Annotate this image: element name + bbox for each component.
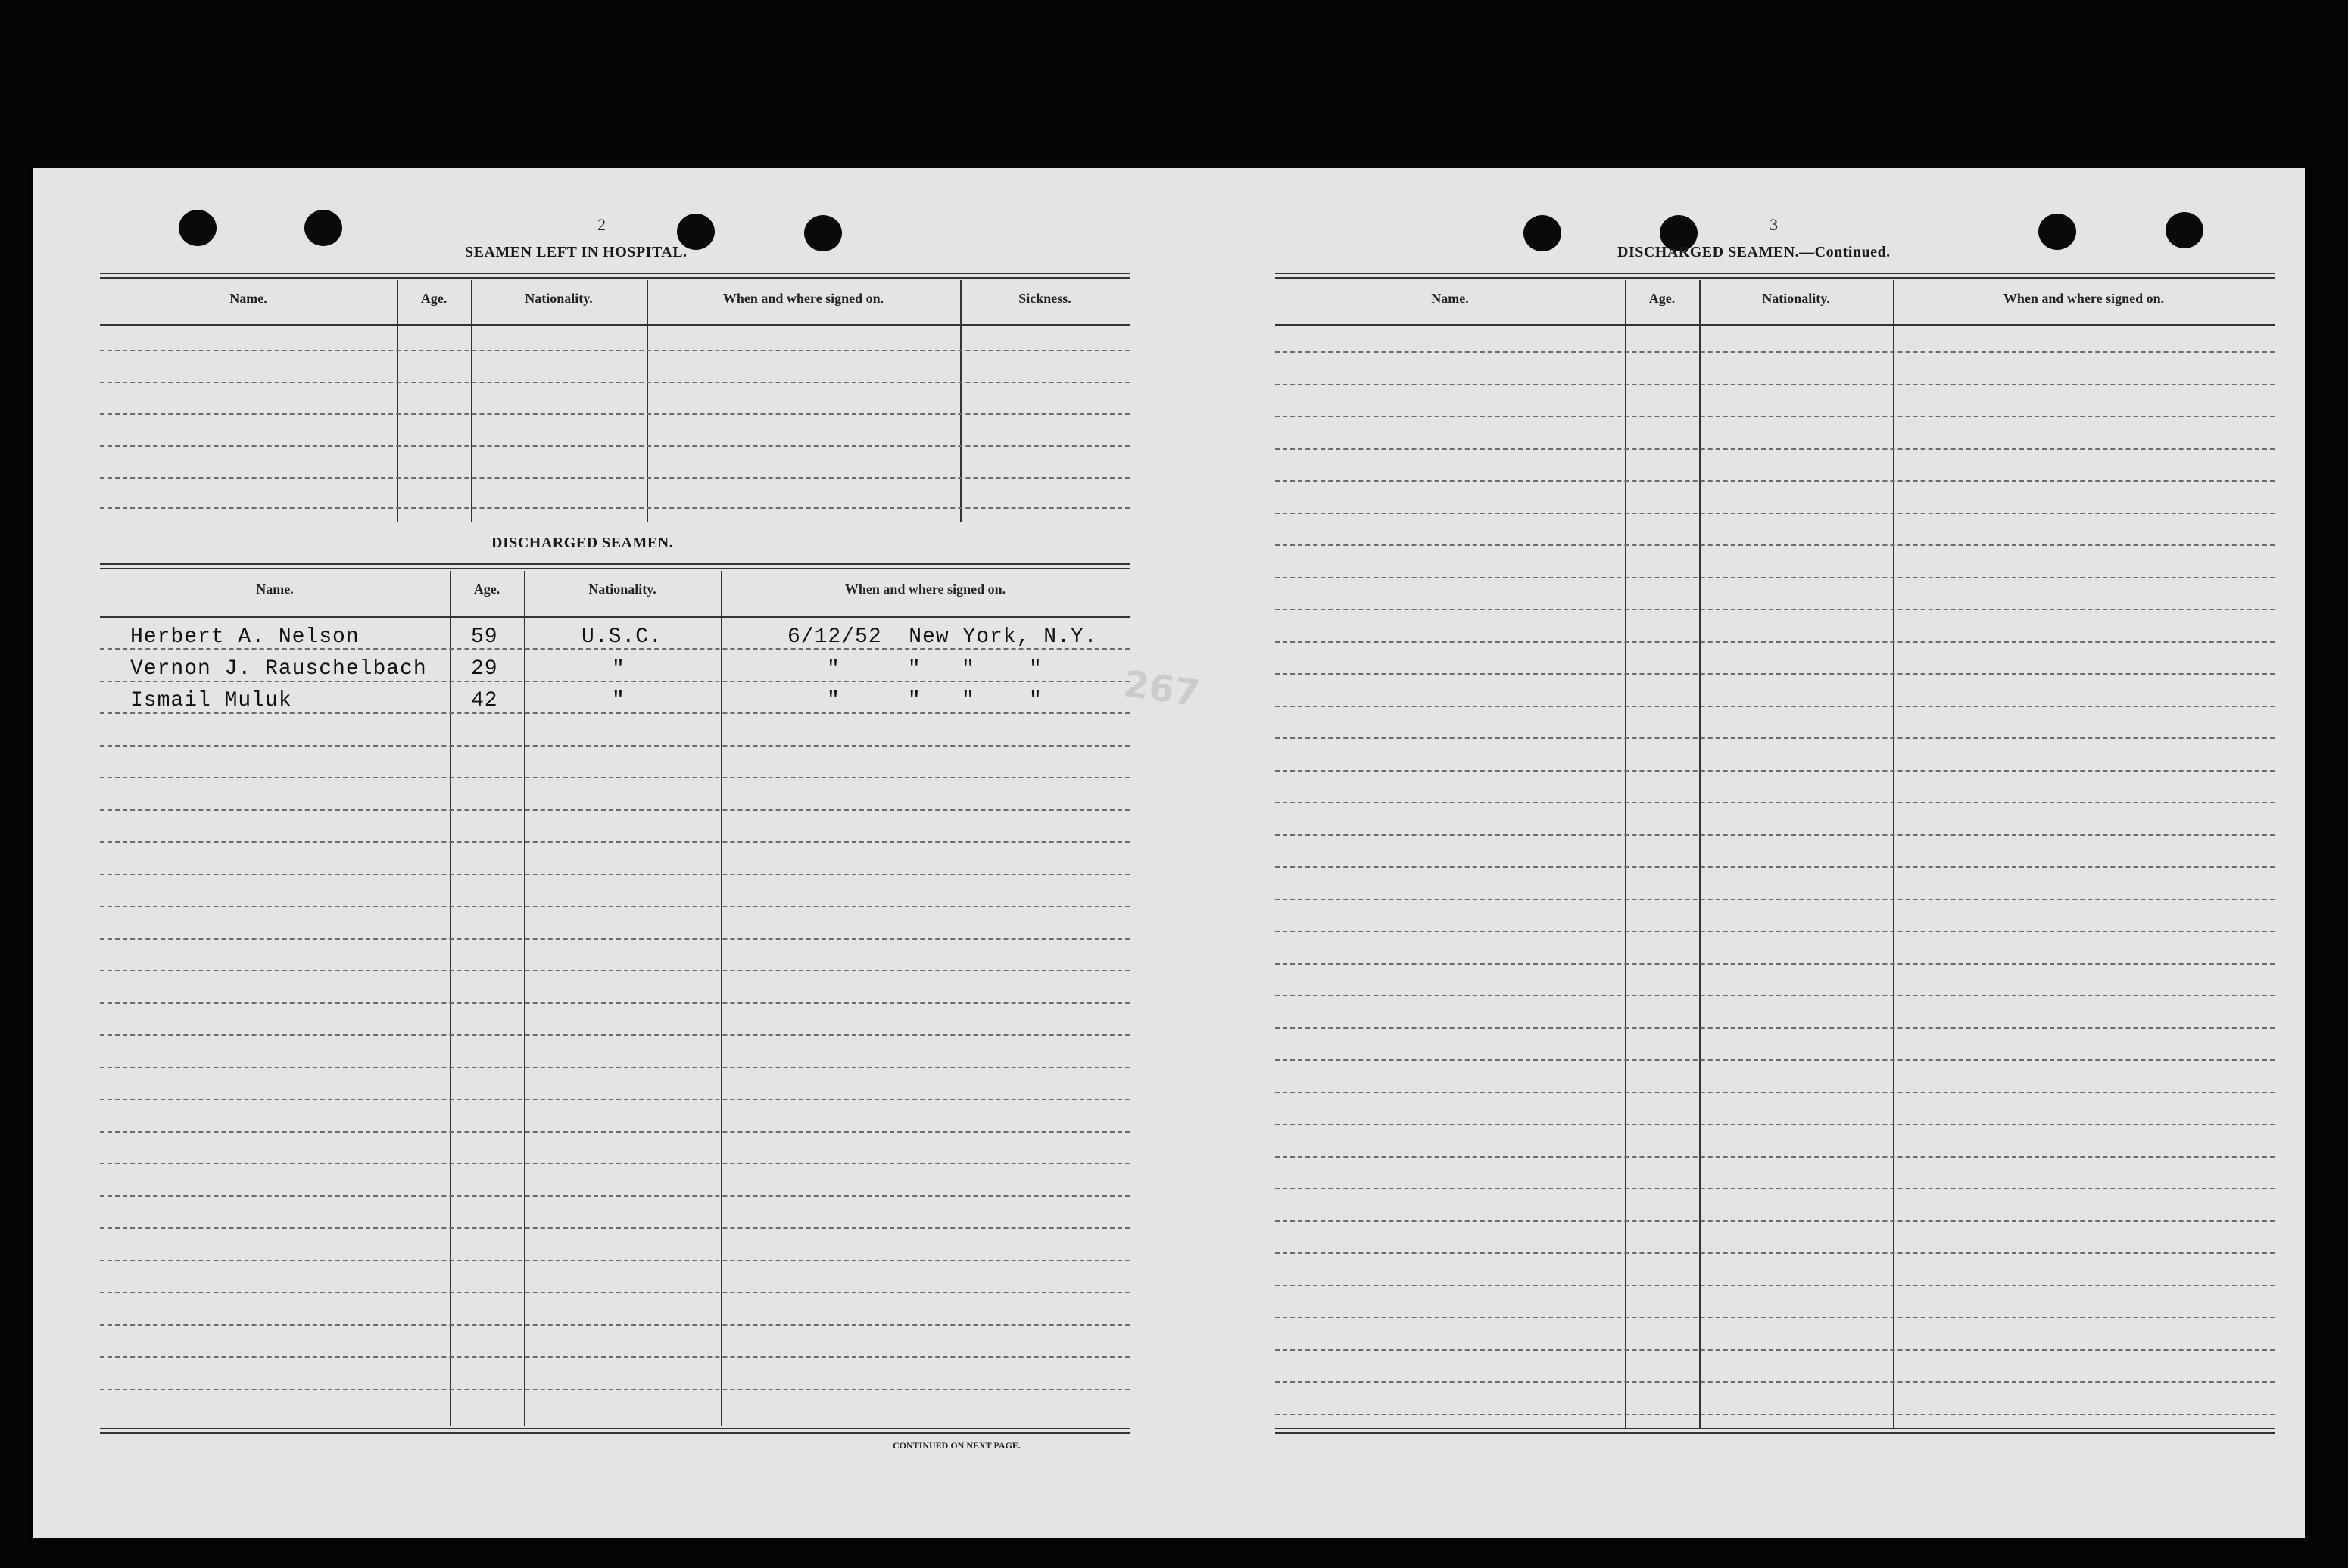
faint-stamp: 267 [1121, 662, 1202, 715]
bottom-rule [1275, 1432, 2275, 1434]
row-line [100, 1163, 1130, 1164]
row-line [100, 445, 1130, 447]
row-line [100, 906, 1130, 907]
col-header-when-where: When and where signed on. [722, 291, 884, 306]
row-line [1275, 1092, 2275, 1093]
row-line [1275, 1285, 2275, 1286]
continued-note: CONTINUED ON NEXT PAGE. [893, 1440, 1021, 1451]
row-lines [1275, 280, 2275, 1428]
row-line [100, 1227, 1130, 1229]
right-page [1169, 168, 2305, 1538]
hospital-table [100, 280, 1130, 522]
col-header-name: Name. [256, 581, 294, 597]
page-number: 2 [597, 215, 606, 234]
col-header-name: Name. [1431, 291, 1469, 306]
double-rule [1275, 273, 2275, 279]
row-line [100, 1260, 1130, 1261]
col-header-age: Age. [420, 291, 447, 306]
row-line [100, 477, 1130, 479]
row-line [1275, 834, 2275, 836]
seaman-signed-on: " " " " [827, 689, 1043, 712]
row-line [100, 712, 1130, 714]
row-line [1275, 609, 2275, 610]
document-sheet [33, 168, 2305, 1538]
bottom-rule [1275, 1428, 2275, 1429]
seaman-age: 29 [471, 657, 498, 681]
row-line [1275, 351, 2275, 353]
double-rule [100, 563, 1130, 569]
col-header-name: Name. [229, 291, 267, 306]
row-line [1275, 1188, 2275, 1189]
seaman-age: 42 [471, 689, 498, 712]
row-line [1275, 866, 2275, 868]
row-line [1275, 1220, 2275, 1222]
seaman-nationality: " [612, 689, 625, 712]
row-line [100, 970, 1130, 971]
hospital-section-title: SEAMEN LEFT IN HOSPITAL. [465, 244, 688, 260]
row-line [1275, 1027, 2275, 1029]
seaman-name: Herbert A. Nelson [130, 625, 360, 649]
bottom-rule [100, 1428, 1130, 1429]
page-number: 3 [1770, 215, 1778, 234]
row-line [1275, 384, 2275, 385]
title-continued: —Continued. [1799, 244, 1891, 260]
row-line [1275, 1349, 2275, 1351]
col-header-age: Age. [473, 581, 500, 597]
row-line [100, 1099, 1130, 1100]
row-line [1275, 544, 2275, 546]
row-line [100, 1067, 1130, 1068]
row-line [1275, 737, 2275, 739]
discharged-continued-title [1617, 244, 1891, 261]
row-line [100, 1195, 1130, 1197]
col-divider [471, 280, 472, 522]
col-header-sickness: Sickness. [1018, 291, 1071, 306]
row-line [100, 1002, 1130, 1004]
row-line [1275, 931, 2275, 932]
discharged-continued-table [1275, 280, 2275, 1428]
row-line [1275, 577, 2275, 578]
row-line [100, 841, 1130, 843]
header-underline [100, 324, 1130, 326]
row-line [100, 1034, 1130, 1036]
row-line [1275, 641, 2275, 643]
row-line [1275, 1317, 2275, 1318]
row-line [1275, 1124, 2275, 1125]
seaman-nationality: U.S.C. [582, 625, 663, 649]
row-line [100, 809, 1130, 811]
row-line [100, 507, 1130, 509]
row-line [100, 350, 1130, 351]
seaman-age: 59 [471, 625, 498, 649]
seaman-nationality: " [612, 657, 625, 681]
seaman-signed-on: " " " " [827, 657, 1043, 681]
row-line [100, 1292, 1130, 1293]
row-line [1275, 770, 2275, 772]
row-line [1275, 995, 2275, 996]
col-header-age: Age. [1648, 291, 1676, 306]
left-page [33, 168, 1202, 1538]
row-line [1275, 480, 2275, 482]
row-line [1275, 1381, 2275, 1383]
col-divider [960, 280, 962, 522]
row-line [1275, 1414, 2275, 1415]
row-line [1275, 673, 2275, 675]
col-divider [397, 280, 398, 522]
row-line [100, 1324, 1130, 1326]
seaman-signed-on: 6/12/52 New York, N.Y. [787, 625, 1098, 649]
discharged-section-title: DISCHARGED SEAMEN. [491, 535, 674, 551]
row-line [1275, 448, 2275, 450]
row-line [1275, 963, 2275, 965]
row-line [100, 1356, 1130, 1358]
row-line [100, 745, 1130, 747]
row-line [1275, 513, 2275, 514]
seaman-name: Ismail Muluk [130, 689, 292, 712]
row-line [1275, 1156, 2275, 1158]
row-line [100, 938, 1130, 940]
bottom-rule [100, 1432, 1130, 1434]
col-header-nationality: Nationality. [525, 291, 593, 306]
col-header-when-where: When and where signed on. [844, 581, 1006, 597]
row-line [1275, 1252, 2275, 1254]
discharged-table [100, 571, 1130, 1426]
seaman-name: Vernon J. Rauschelbach [130, 657, 427, 681]
col-header-nationality: Nationality. [588, 581, 656, 597]
row-line [1275, 1059, 2275, 1061]
double-rule [100, 273, 1130, 279]
row-line [100, 1131, 1130, 1133]
row-line [1275, 802, 2275, 803]
row-line [100, 413, 1130, 415]
row-line [1275, 706, 2275, 707]
row-line [1275, 416, 2275, 417]
title-main: DISCHARGED SEAMEN. [1617, 244, 1800, 260]
row-line [100, 777, 1130, 778]
row-line [100, 382, 1130, 383]
row-line [100, 874, 1130, 875]
col-divider [647, 280, 648, 522]
col-header-nationality: Nationality. [1762, 291, 1830, 306]
col-header-when-where: When and where signed on. [2003, 291, 2165, 306]
row-line [1275, 899, 2275, 900]
row-line [100, 1389, 1130, 1390]
